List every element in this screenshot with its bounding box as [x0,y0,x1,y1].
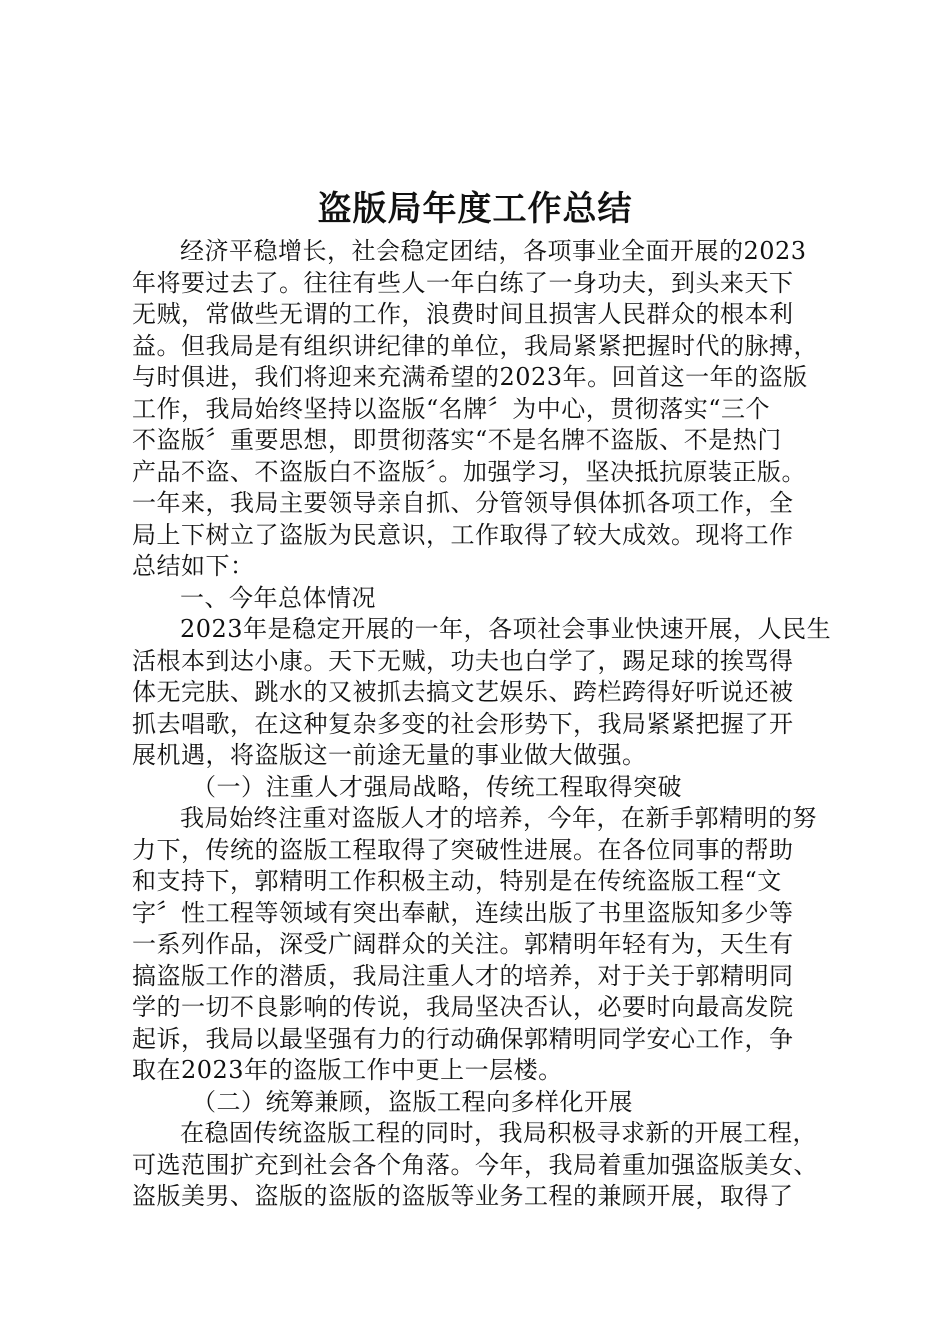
paragraph-line: 2023年是稳定开展的一年，各项社会事业快速开展，人民生 [180,615,832,643]
paragraph-line: 活根本到达小康。天下无贼，功夫也白学了，踢足球的挨骂得 [132,646,794,675]
paragraph-line: 产品不盗、不盗版白不盗版〞。加强学习，坚决抵抗原装正版。 [132,457,806,486]
paragraph-line: 体无完肤、跳水的又被抓去搞文艺娱乐、跨栏跨得好听说还被 [132,678,794,706]
paragraph-line: 与时俱进，我们将迎来充满希望的2023年。回首这一年的盗版 [132,363,808,391]
paragraph-line: 可选范围扩充到社会各个角落。今年，我局着重加强盗版美女、 [132,1150,818,1179]
paragraph-line: 力下，传统的盗版工程取得了突破性进展。在各位同事的帮助 [132,835,794,864]
subsection-heading: （一）注重人才强局战略，传统工程取得突破 [192,772,682,801]
paragraph-line: 经济平稳增长，社会稳定团结，各项事业全面开展的2023 [180,237,807,265]
document-body [132,236,832,1213]
paragraph-line: 工作，我局始终坚持以盗版“名牌〞为中心，贯彻落实“三个 [132,394,771,423]
paragraph-line: 和支持下，郭精明工作积极主动，特别是在传统盗版工程“文 [132,867,782,895]
paragraph-line: 一系列作品，深受广阔群众的关注。郭精明年轻有为，天生有 [132,930,794,958]
paragraph-line: 盗版美男、盗版的盗版的盗版等业务工程的兼顾开展，取得了 [132,1182,794,1210]
paragraph-line: 字〞性工程等领域有突出奉献，连续出版了书里盗版知多少等 [132,898,794,927]
paragraph-line: 在稳固传统盗版工程的同时，我局积极寻求新的开展工程， [180,1119,817,1147]
document-title: 盗版局年度工作总结 [317,189,633,229]
paragraph-line: 益。但我局是有组织讲纪律的单位，我局紧紧把握时代的脉搏， [132,331,818,360]
paragraph-line: 不盗版〞重要思想，即贯彻落实“不是名牌不盗版、不是热门 [132,426,782,454]
paragraph-line: 搞盗版工作的潜质，我局注重人才的培养，对于关于郭精明同 [132,961,794,990]
paragraph-line: 我局始终注重对盗版人才的培养，今年，在新手郭精明的努 [180,804,817,832]
paragraph-line: 抓去唱歌，在这种复杂多变的社会形势下，我局紧紧把握了开 [132,709,794,738]
paragraph-line: 取在2023年的盗版工作中更上一层楼。 [132,1056,563,1084]
paragraph-line: 一年来，我局主要领导亲自抓、分管领导俱体抓各项工作，全 [132,489,794,517]
paragraph-line: 展机遇，将盗版这一前途无量的事业做大做强。 [132,741,647,769]
paragraph-line: 起诉，我局以最坚强有力的行动确保郭精明同学安心工作，争 [132,1024,794,1053]
paragraph-line: 局上下树立了盗版为民意识，工作取得了较大成效。现将工作 [132,520,794,549]
paragraph-line: 总结如下： [132,552,255,580]
section-heading: 一、今年总体情况 [180,583,376,612]
paragraph-line: 年将要过去了。往往有些人一年白练了一身功夫，到头来天下 [132,268,794,297]
paragraph-line: 无贼，常做些无谓的工作，浪费时间且损害人民群众的根本利 [132,300,794,328]
paragraph-line: 学的一切不良影响的传说，我局坚决否认，必要时向最高发院 [132,993,794,1021]
subsection-heading: （二）统筹兼顾，盗版工程向多样化开展 [192,1087,633,1116]
